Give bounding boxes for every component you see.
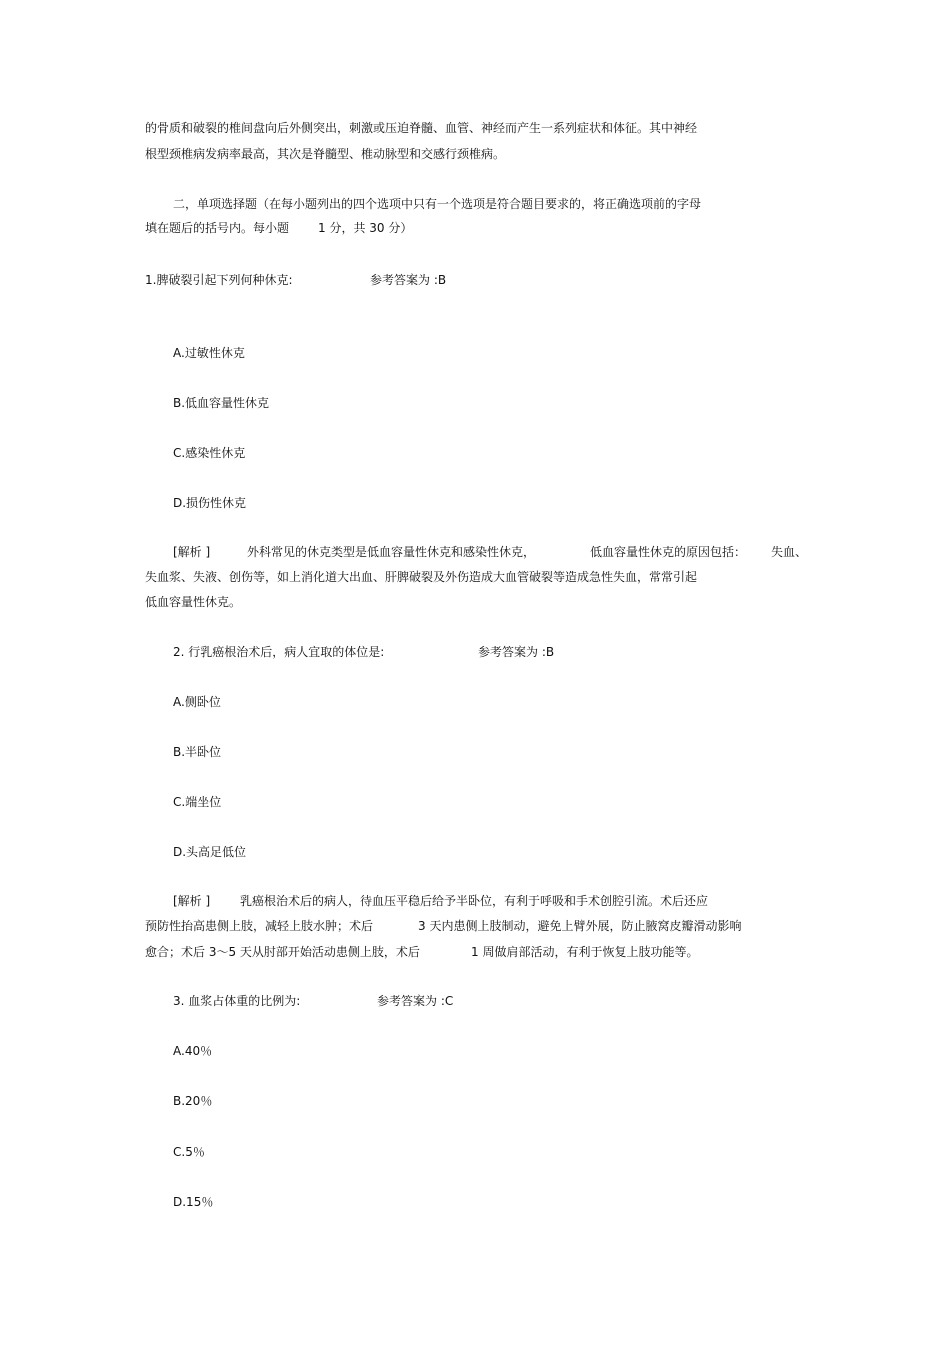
question-2-answer: 参考答案为 :B	[478, 645, 555, 659]
question-2-stem: 2. 行乳癌根治术后，病人宜取的体位是:	[173, 645, 385, 659]
question-2-analysis-line-3a: 愈合；术后 3～5 天从肘部开始活动患侧上肢，术后	[145, 945, 420, 959]
question-1-analysis-line-1b: 低血容量性休克的原因包括：	[590, 545, 747, 559]
section-heading-line-2a: 填在题后的括号内。每小题	[145, 221, 290, 235]
question-1-option-c: C.感染性休克	[173, 446, 246, 460]
question-1-answer: 参考答案为 :B	[370, 273, 447, 287]
question-1-analysis-line-2: 失血浆、失液、创伤等，如上消化道大出血、肝脾破裂及外伤造成大血管破裂等造成急性失血，常常引起	[145, 570, 698, 584]
question-3-option-a: A.40％	[173, 1044, 213, 1058]
question-1-analysis-line-3: 低血容量性休克。	[145, 595, 242, 609]
question-2-option-c: C.端坐位	[173, 795, 222, 809]
question-2-option-a: A.侧卧位	[173, 695, 221, 709]
question-2-analysis-line-1: 乳癌根治术后的病人，待血压平稳后给予半卧位，有利于呼吸和手术创腔引流。术后还应	[240, 894, 709, 908]
question-2-option-b: B.半卧位	[173, 745, 222, 759]
intro-line-2: 根型颈椎病发病率最高，其次是脊髓型、椎动脉型和交感行颈椎病。	[145, 147, 506, 161]
section-heading-line-1: 二，单项选择题（在每小题列出的四个选项中只有一个选项是符合题目要求的，将正确选项前的字母	[173, 197, 702, 211]
question-1-option-a: A.过敏性休克	[173, 346, 245, 360]
question-3-option-c: C.5％	[173, 1145, 205, 1159]
question-3-answer: 参考答案为 :C	[377, 994, 454, 1008]
section-heading-line-2b: 1 分，共 30 分）	[318, 221, 413, 235]
question-2-analysis-line-2a: 预防性抬高患侧上肢，减轻上肢水肿；术后	[145, 919, 374, 933]
intro-line-1: 的骨质和破裂的椎间盘向后外侧突出，刺激或压迫脊髓、血管、神经而产生一系列症状和体征。其中神经	[145, 121, 698, 135]
question-2-analysis-line-3b: 1 周做肩部活动，有利于恢复上肢功能等。	[471, 945, 699, 959]
question-1-option-d: D.损伤性休克	[173, 496, 247, 510]
question-1-stem: 1.脾破裂引起下列何种休克:	[145, 273, 293, 287]
question-1-option-b: B.低血容量性休克	[173, 396, 270, 410]
question-3-stem: 3. 血浆占体重的比例为:	[173, 994, 301, 1008]
question-1-analysis-line-1a: 外科常见的休克类型是低血容量性休克和感染性休克，	[247, 545, 536, 559]
question-2-option-d: D.头高足低位	[173, 845, 247, 859]
question-3-option-b: B.20％	[173, 1094, 213, 1108]
question-1-analysis-label: [解析 ]	[173, 545, 211, 559]
question-2-analysis-line-2b: 3 天内患侧上肢制动，避免上臂外展，防止腋窝皮瓣滑动影响	[418, 919, 742, 933]
question-1-analysis-line-1c: 失血、	[771, 545, 808, 559]
question-2-analysis-label: [解析 ]	[173, 894, 211, 908]
question-3-option-d: D.15％	[173, 1195, 214, 1209]
